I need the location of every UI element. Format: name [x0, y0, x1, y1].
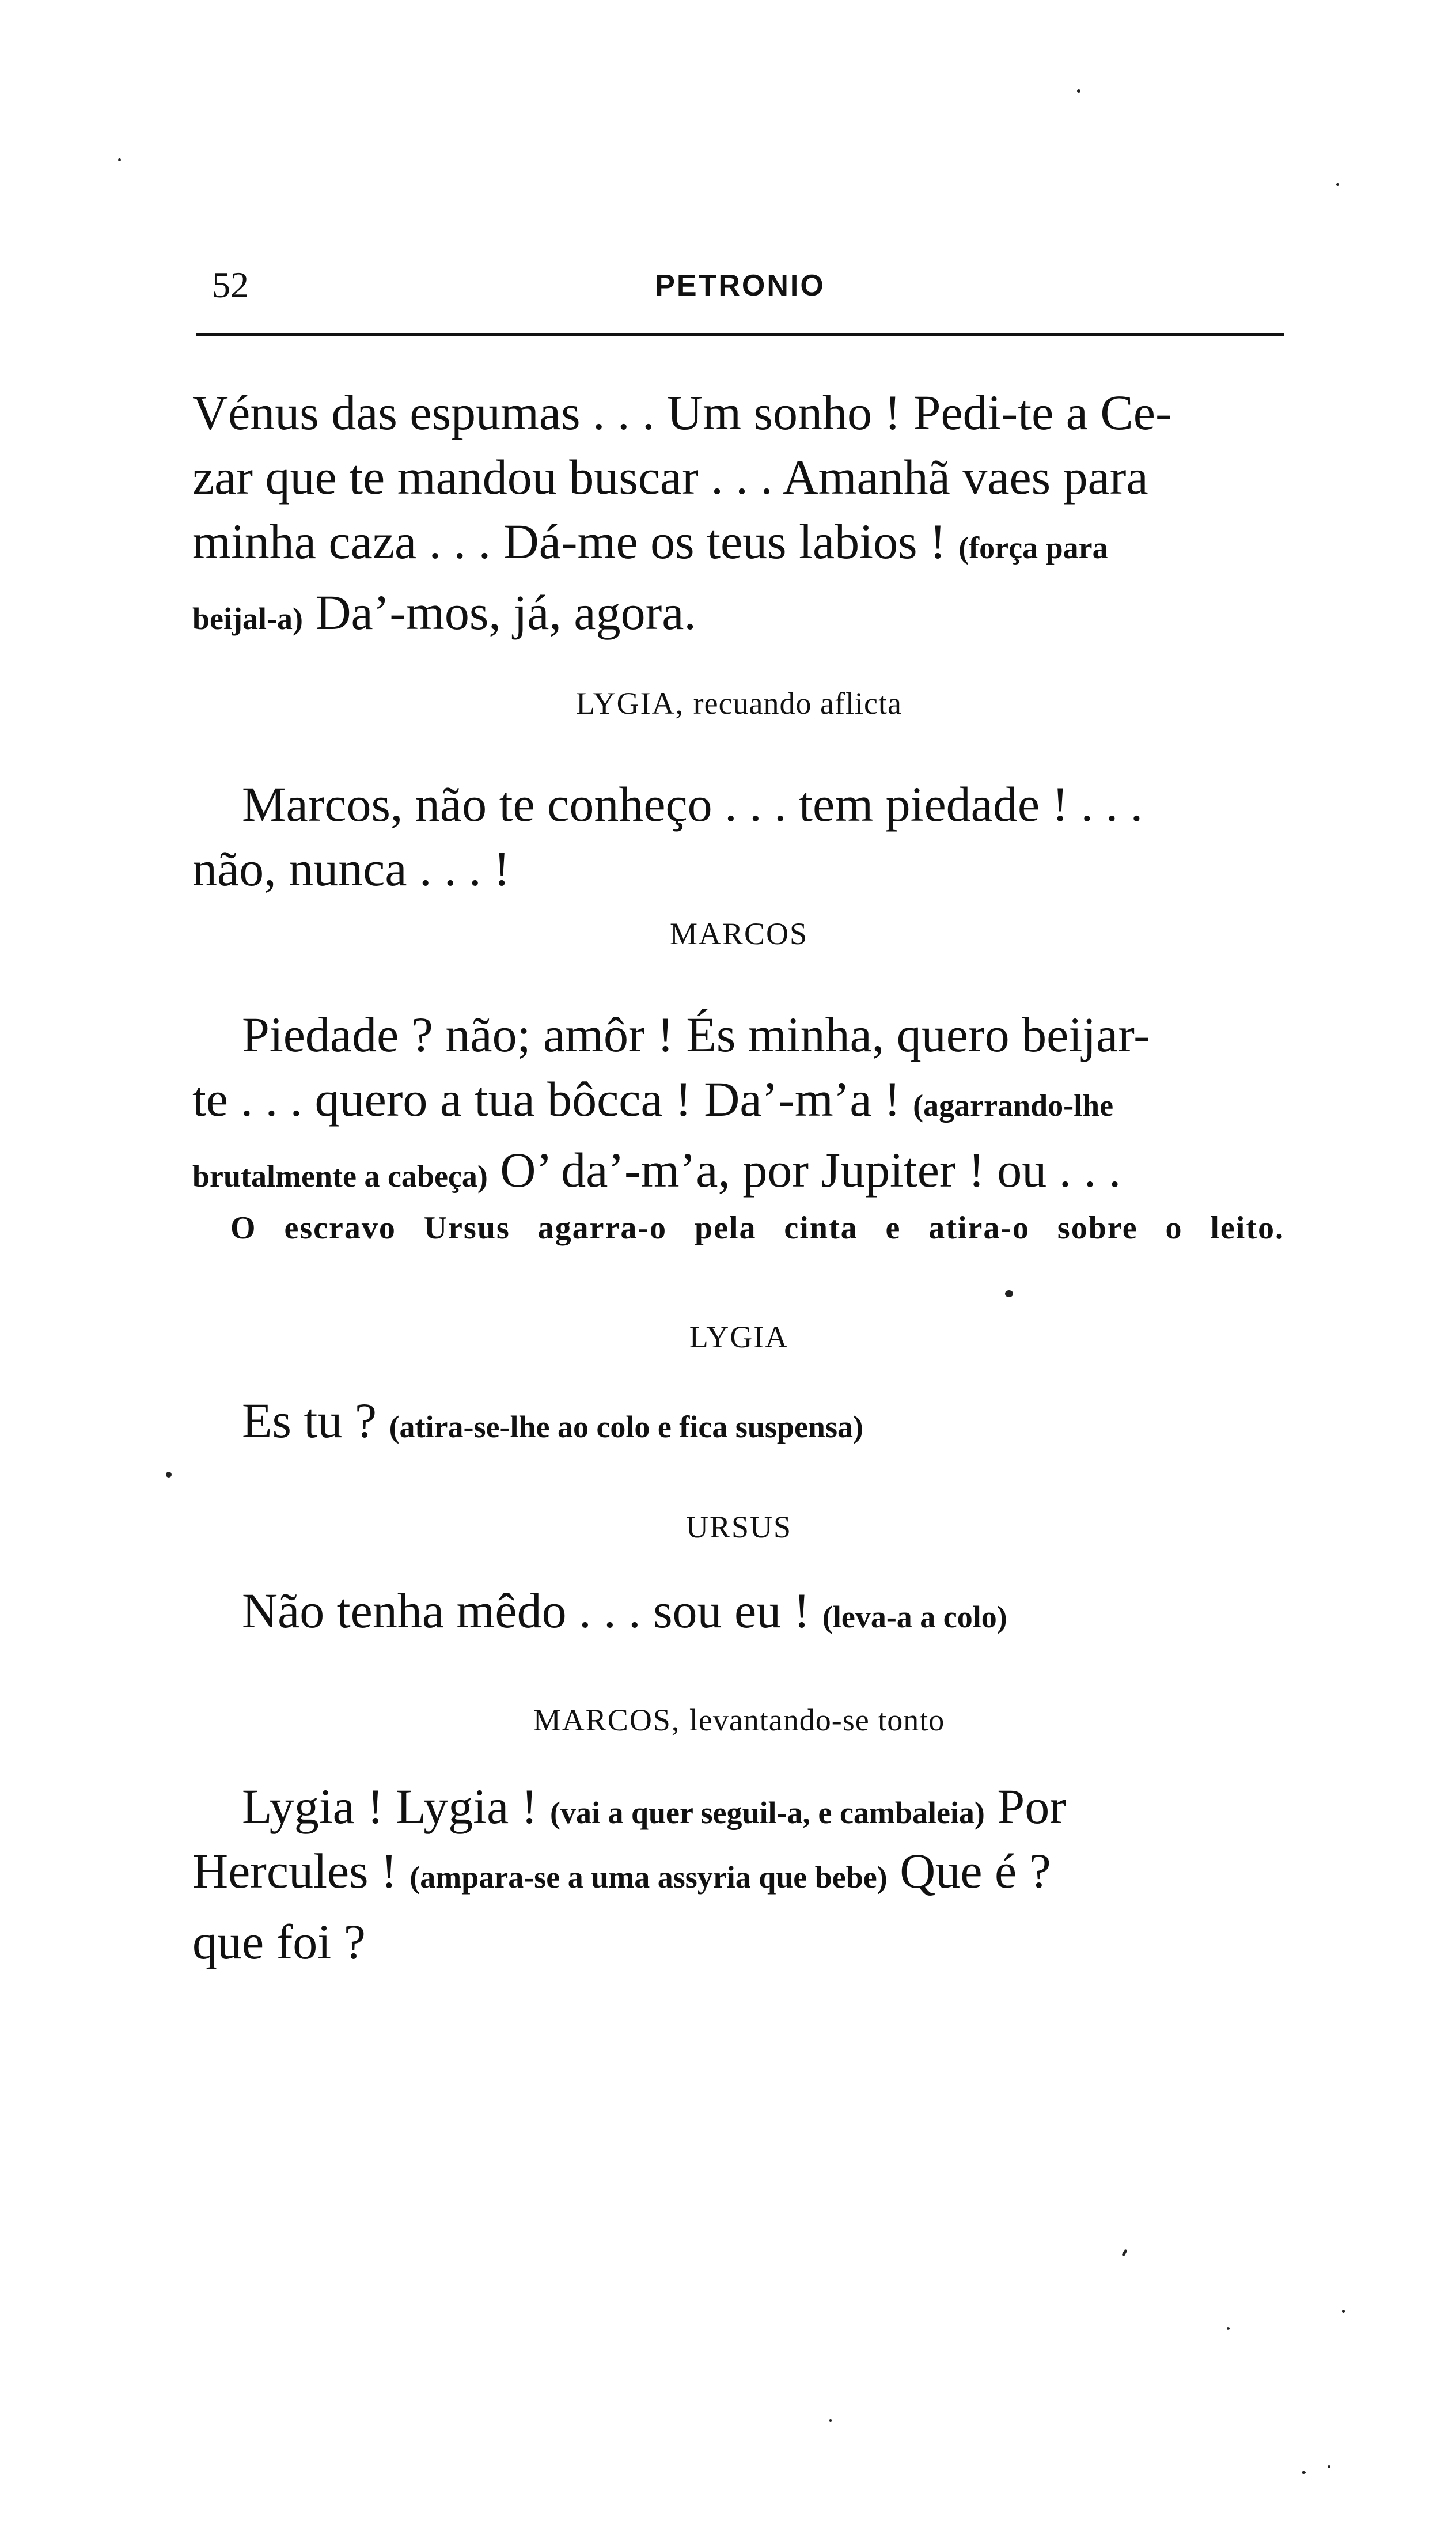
stage-direction: (força para: [958, 531, 1108, 565]
text-span: Es tu ?: [242, 1393, 377, 1448]
text-span: Vénus das espumas . . . Um sonho ! Pedi-te a Ce-: [192, 385, 1172, 440]
dialogue-paragraph: [242, 1578, 1286, 1649]
text-span: zar que te mandou buscar . . . Amanhã vaes para: [192, 449, 1148, 505]
text-span: te . . . quero a tua bôcca ! Da’-m’a !: [192, 1071, 901, 1127]
dialogue-paragraph-continued: [192, 836, 1286, 901]
scan-speck: [166, 1472, 172, 1478]
speaker-heading: [192, 916, 1286, 952]
speaker-heading: [192, 685, 1286, 721]
text-span: Por: [997, 1779, 1066, 1834]
dialogue-paragraph: [242, 1002, 1286, 1067]
speaker-aside: levantando-se tonto: [689, 1703, 945, 1737]
scan-speck: [1005, 1290, 1013, 1297]
scan-speck: [1328, 2465, 1330, 2468]
stage-direction: beijal-a): [192, 601, 303, 636]
speaker-name: MARCOS: [669, 916, 809, 951]
speaker-name: URSUS: [685, 1510, 793, 1544]
dialogue-paragraph: [242, 772, 1286, 836]
text-line: [192, 580, 1286, 651]
text-span: não, nunca . . . !: [192, 841, 510, 896]
speaker-heading: [192, 1319, 1286, 1355]
text-line: [192, 509, 1286, 580]
speaker-heading: [192, 1509, 1286, 1545]
scan-speck: [1302, 2471, 1306, 2474]
text-span: O’ da’-m’a, por Jupiter ! ou . . .: [500, 1142, 1121, 1198]
stage-direction: (agarrando-lhe: [913, 1088, 1114, 1123]
text-span: Não tenha mêdo . . . sou eu !: [242, 1583, 810, 1638]
speaker-name: LYGIA: [689, 1320, 789, 1354]
stage-direction: (leva-a a colo): [822, 1600, 1007, 1634]
dialogue-paragraph-continued: [192, 1839, 1286, 1974]
speaker-name: MARCOS,: [533, 1703, 681, 1737]
text-span: Da’-mos, já, agora.: [315, 585, 696, 640]
text-line: [192, 380, 1286, 445]
text-line: [242, 1388, 1286, 1459]
text-line: [192, 1138, 1286, 1209]
dialogue-paragraph: [242, 1388, 1286, 1459]
dialogue-paragraph: [192, 380, 1286, 651]
scan-speck: [1227, 2327, 1230, 2330]
text-line: [242, 1578, 1286, 1649]
text-span: minha caza . . . Dá-me os teus labios !: [192, 514, 946, 569]
page-header: [196, 253, 1284, 317]
scan-speck: [1121, 2249, 1127, 2257]
text-span: Hercules !: [192, 1843, 397, 1899]
stage-direction: (vai a quer seguil-a, e cambaleia): [549, 1795, 985, 1830]
text-line: [192, 1067, 1286, 1138]
text-line: [192, 836, 1286, 901]
text-line: [242, 1002, 1286, 1067]
text-line: [192, 1839, 1286, 1910]
speaker-aside: recuando aflicta: [693, 686, 902, 721]
scan-speck: [1336, 183, 1339, 186]
text-line: [242, 772, 1286, 836]
scan-speck: [829, 2419, 832, 2422]
stage-direction: brutalmente a cabeça): [192, 1159, 488, 1194]
text-span: Piedade ? não; amôr ! És minha, quero beijar-: [242, 1007, 1150, 1062]
stage-direction-line: O escravo Ursus agarra-o pela cinta e atira-o sobre o leito.: [230, 1210, 1284, 1246]
page-number: 52: [212, 264, 249, 305]
speaker-heading: [192, 1702, 1286, 1738]
text-span: que foi ?: [192, 1914, 366, 1969]
stage-direction: (ampara-se a uma assyria que bebe): [410, 1860, 888, 1895]
running-title: PETRONIO: [655, 269, 825, 302]
stage-direction: (atira-se-lhe ao colo e fica suspensa): [389, 1410, 863, 1444]
speaker-name: LYGIA,: [576, 686, 685, 721]
scan-speck: [1342, 2310, 1345, 2313]
text-line: [192, 445, 1286, 509]
header-rule: [196, 333, 1284, 336]
text-span: Marcos, não te conheço . . . tem piedade ! . . .: [242, 776, 1143, 832]
dialogue-paragraph: [242, 1774, 1286, 1845]
dialogue-paragraph-continued: [192, 1067, 1286, 1209]
scan-speck: [118, 158, 121, 161]
text-span: Que é ?: [900, 1843, 1051, 1899]
text-line: [242, 1774, 1286, 1845]
scan-speck: [1077, 89, 1080, 93]
text-span: Lygia ! Lygia !: [242, 1779, 538, 1834]
text-line: [192, 1910, 1286, 1974]
